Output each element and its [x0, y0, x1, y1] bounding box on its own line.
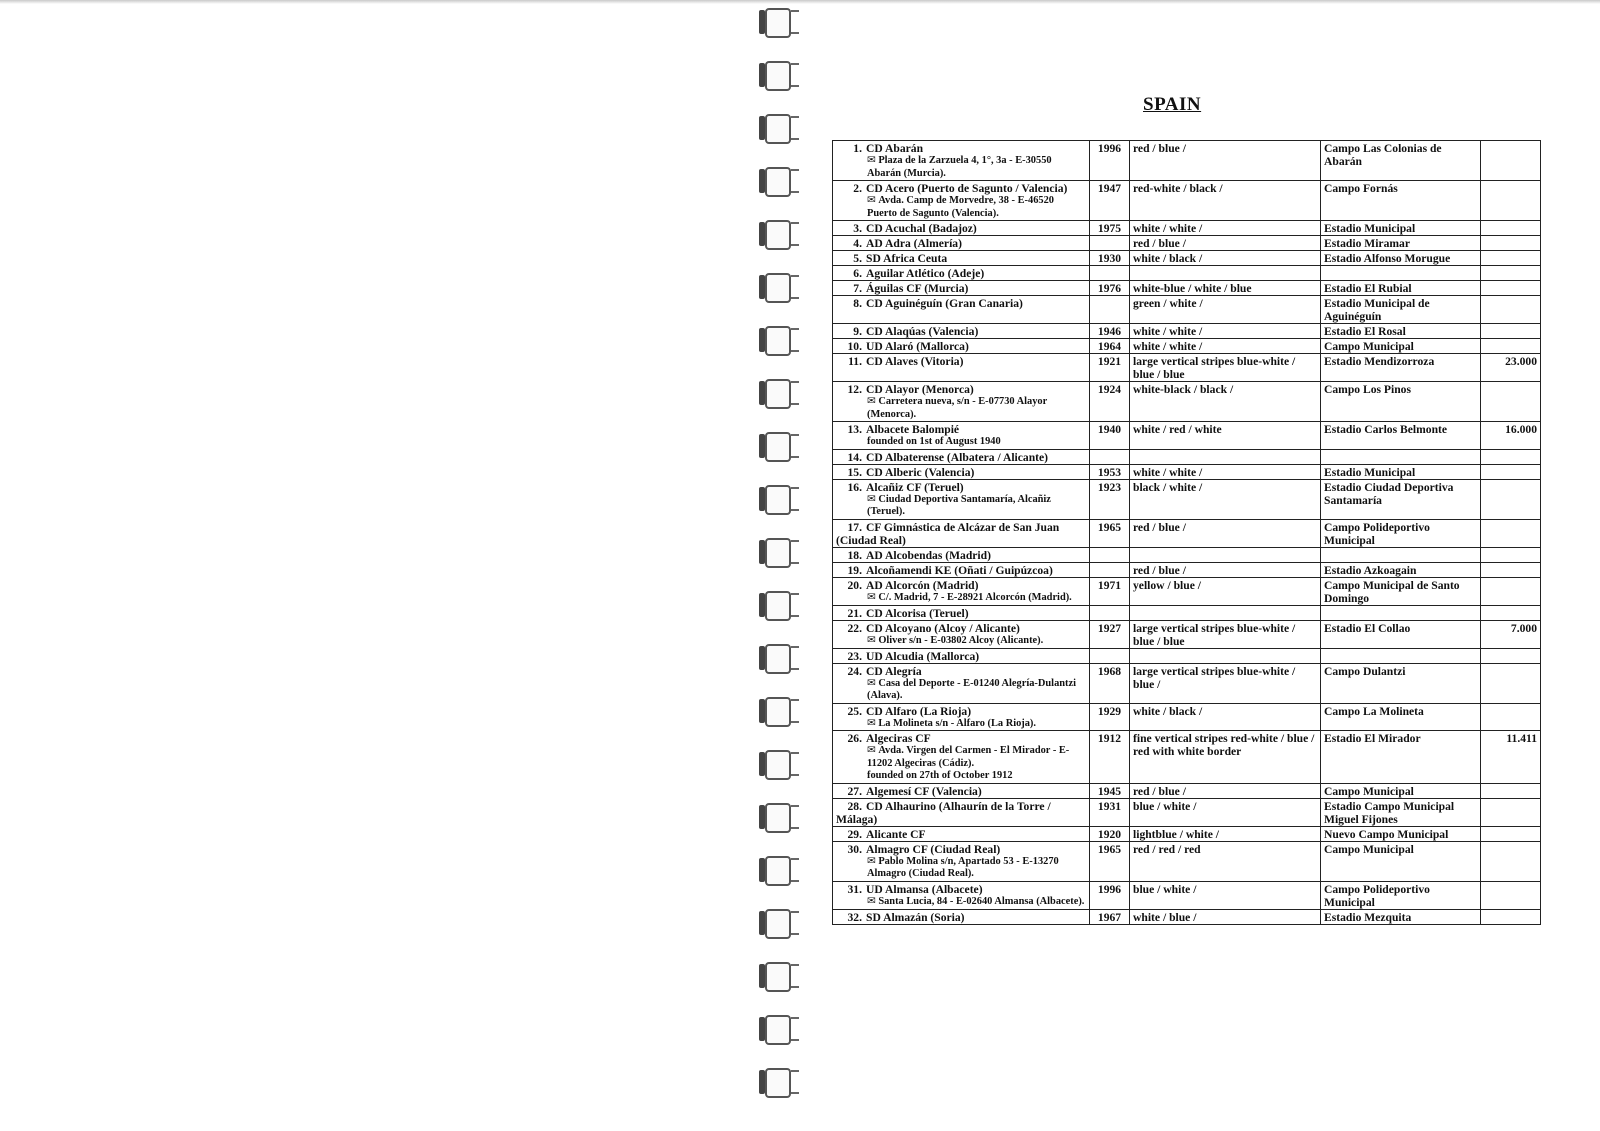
capacity-cell: 23.000 — [1481, 354, 1541, 382]
table-row — [833, 251, 1541, 266]
club-name-cell — [833, 221, 1090, 236]
club-name: SD Africa Ceuta — [866, 252, 948, 265]
ground-cell: Campo Polideportivo Municipal — [1321, 519, 1481, 547]
page-title: SPAIN — [1143, 94, 1202, 115]
table-row — [833, 181, 1541, 221]
table-row — [833, 296, 1541, 324]
club-address: ✉ Plaza de la Zarzuela 4, 1°, 3a - E-30550 Abarán (Murcia). — [836, 155, 1086, 180]
capacity-cell — [1481, 826, 1541, 841]
capacity-cell — [1481, 519, 1541, 547]
club-number: 17. — [847, 520, 862, 534]
capacity-cell — [1481, 881, 1541, 909]
table-row — [833, 703, 1541, 731]
colours-cell — [1130, 648, 1321, 663]
club-number: 3. — [853, 222, 862, 235]
capacity-cell — [1481, 464, 1541, 479]
table-row — [833, 620, 1541, 648]
ground-cell: Campo Municipal — [1321, 783, 1481, 798]
founded-year-cell: 1946 — [1090, 324, 1130, 339]
founded-year-cell: 1924 — [1090, 382, 1130, 422]
club-name: CD Alegría — [866, 664, 922, 678]
ground-cell: Estadio El Collao — [1321, 620, 1481, 648]
capacity-cell — [1481, 296, 1541, 324]
founded-year-cell: 1976 — [1090, 281, 1130, 296]
club-number: 2. — [853, 182, 862, 195]
ground-cell — [1321, 266, 1481, 281]
colours-cell: blue / white / — [1130, 798, 1321, 826]
club-name-cell — [833, 449, 1090, 464]
capacity-cell — [1481, 798, 1541, 826]
founded-year-cell: 1921 — [1090, 354, 1130, 382]
colours-cell: yellow / blue / — [1130, 577, 1321, 605]
capacity-cell: 16.000 — [1481, 422, 1541, 450]
colours-cell: white / white / — [1130, 464, 1321, 479]
club-number: 20. — [847, 578, 862, 592]
binding-coil — [757, 642, 801, 676]
club-name: CF Gimnástica de Alcázar de San Juan (Ciudad Real) — [836, 520, 1060, 547]
club-name-cell — [833, 236, 1090, 251]
binding-coil — [757, 112, 801, 146]
table-row — [833, 798, 1541, 826]
club-number: 4. — [853, 237, 862, 250]
table-row — [833, 382, 1541, 422]
capacity-cell — [1481, 181, 1541, 221]
club-name: Alcañiz CF (Teruel) — [866, 480, 964, 494]
founded-year-cell: 1971 — [1090, 577, 1130, 605]
club-note: founded on 1st of August 1940 — [867, 436, 1001, 447]
club-number: 1. — [853, 142, 862, 155]
club-number: 22. — [847, 621, 862, 635]
founded-year-cell — [1090, 449, 1130, 464]
club-name-cell — [833, 181, 1090, 221]
binding-coil — [757, 695, 801, 729]
table-row — [833, 354, 1541, 382]
club-number: 25. — [847, 704, 862, 718]
club-name: UD Alcudia (Mallorca) — [866, 649, 980, 663]
founded-year-cell — [1090, 296, 1130, 324]
colours-cell: white / black / — [1130, 251, 1321, 266]
ground-cell: Estadio Ciudad Deportiva Santamaría — [1321, 479, 1481, 519]
club-name-cell — [833, 881, 1090, 909]
binding-coil — [757, 218, 801, 252]
club-name: CD Alhaurino (Alhaurín de la Torre / Málaga) — [836, 799, 1051, 826]
club-name-cell — [833, 354, 1090, 382]
club-name: Algemesí CF (Valencia) — [866, 784, 982, 798]
colours-cell — [1130, 266, 1321, 281]
colours-cell: lightblue / white / — [1130, 826, 1321, 841]
club-number: 9. — [853, 325, 862, 338]
founded-year-cell — [1090, 605, 1130, 620]
club-name-cell — [833, 547, 1090, 562]
club-name: SD Almazán (Soria) — [866, 910, 965, 924]
club-name-cell — [833, 464, 1090, 479]
ground-cell: Estadio El Rubial — [1321, 281, 1481, 296]
founded-year-cell — [1090, 547, 1130, 562]
club-name: AD Alcorcón (Madrid) — [866, 578, 979, 592]
colours-cell: red / blue / — [1130, 141, 1321, 181]
founded-year-cell: 1929 — [1090, 703, 1130, 731]
club-name-cell — [833, 663, 1090, 703]
capacity-cell — [1481, 605, 1541, 620]
club-name-cell — [833, 266, 1090, 281]
capacity-cell — [1481, 382, 1541, 422]
club-name: CD Acero (Puerto de Sagunto / Valencia) — [866, 182, 1068, 195]
table-row — [833, 881, 1541, 909]
ground-cell: Estadio Mezquita — [1321, 909, 1481, 924]
club-number: 13. — [847, 423, 862, 436]
club-address: ✉ Avda. Virgen del Carmen - El Mirador - E-11202 Algeciras (Cádiz). — [836, 745, 1086, 770]
colours-cell — [1130, 547, 1321, 562]
ground-cell — [1321, 449, 1481, 464]
ground-cell: Estadio Campo Municipal Miguel Fijones — [1321, 798, 1481, 826]
club-address: ✉ Casa del Deporte - E-01240 Alegría-Dulantzi (Alava). — [836, 678, 1086, 703]
binding-coil — [757, 59, 801, 93]
colours-cell: large vertical stripes blue-white / blue / blue — [1130, 620, 1321, 648]
club-number: 23. — [847, 649, 862, 663]
table-row — [833, 783, 1541, 798]
club-name-cell — [833, 141, 1090, 181]
colours-cell: red / blue / — [1130, 519, 1321, 547]
club-name: Águilas CF (Murcia) — [866, 282, 969, 295]
capacity-cell — [1481, 479, 1541, 519]
colours-cell: white / black / — [1130, 703, 1321, 731]
ground-cell: Estadio Municipal de Aguinéguín — [1321, 296, 1481, 324]
club-number: 27. — [847, 784, 862, 798]
club-number: 28. — [847, 799, 862, 813]
binding-coil — [757, 430, 801, 464]
founded-year-cell: 1975 — [1090, 221, 1130, 236]
club-number: 11. — [848, 355, 862, 368]
club-number: 31. — [847, 882, 862, 896]
club-name: Almagro CF (Ciudad Real) — [866, 842, 1001, 856]
club-name: Aguilar Atlético (Adeje) — [866, 267, 985, 280]
club-number: 12. — [847, 383, 862, 396]
capacity-cell — [1481, 577, 1541, 605]
binding-coil — [757, 589, 801, 623]
table-row — [833, 339, 1541, 354]
founded-year-cell: 1968 — [1090, 663, 1130, 703]
table-row — [833, 547, 1541, 562]
club-name-cell — [833, 798, 1090, 826]
colours-cell: red / blue / — [1130, 562, 1321, 577]
table-row — [833, 236, 1541, 251]
club-name-cell — [833, 605, 1090, 620]
club-number: 19. — [847, 563, 862, 577]
founded-year-cell: 1965 — [1090, 519, 1130, 547]
ground-cell: Estadio El Rosal — [1321, 324, 1481, 339]
club-number: 7. — [853, 282, 862, 295]
binding-coil — [757, 536, 801, 570]
colours-cell: white / blue / — [1130, 909, 1321, 924]
club-name: Albacete Balompié — [866, 423, 960, 436]
club-number: 16. — [847, 480, 862, 494]
founded-year-cell: 1996 — [1090, 881, 1130, 909]
founded-year-cell: 1964 — [1090, 339, 1130, 354]
ground-cell — [1321, 648, 1481, 663]
colours-cell: white / red / white — [1130, 422, 1321, 450]
club-number: 14. — [847, 450, 862, 464]
table-row — [833, 266, 1541, 281]
ground-cell: Estadio Carlos Belmonte — [1321, 422, 1481, 450]
colours-cell: white / white / — [1130, 324, 1321, 339]
founded-year-cell: 1923 — [1090, 479, 1130, 519]
club-name-cell — [833, 648, 1090, 663]
table-row — [833, 464, 1541, 479]
colours-cell: green / white / — [1130, 296, 1321, 324]
club-address: ✉ Pablo Molina s/n, Apartado 53 - E-13270 Almagro (Ciudad Real). — [836, 856, 1086, 881]
club-name-cell — [833, 577, 1090, 605]
club-name-cell — [833, 251, 1090, 266]
capacity-cell — [1481, 221, 1541, 236]
club-number: 8. — [853, 297, 862, 310]
binding-coil — [757, 6, 801, 40]
table-row — [833, 577, 1541, 605]
club-name-cell — [833, 841, 1090, 881]
colours-cell: red / red / red — [1130, 841, 1321, 881]
colours-cell: white-black / black / — [1130, 382, 1321, 422]
club-number: 32. — [847, 910, 862, 924]
table-row — [833, 141, 1541, 181]
binding-coil — [757, 1013, 801, 1047]
colours-cell: blue / white / — [1130, 881, 1321, 909]
table-row — [833, 648, 1541, 663]
colours-cell — [1130, 449, 1321, 464]
club-name: CD Alayor (Menorca) — [866, 383, 974, 396]
colours-cell: red-white / black / — [1130, 181, 1321, 221]
club-name-cell — [833, 620, 1090, 648]
club-name: UD Alaró (Mallorca) — [866, 340, 969, 353]
club-address: ✉ Carretera nueva, s/n - E-07730 Alayor (Menorca). — [836, 396, 1086, 421]
club-number: 6. — [853, 267, 862, 280]
capacity-cell — [1481, 449, 1541, 464]
capacity-cell: 11.411 — [1481, 731, 1541, 784]
table-row — [833, 449, 1541, 464]
founded-year-cell: 1930 — [1090, 251, 1130, 266]
club-name: CD Abarán — [866, 142, 924, 155]
ground-cell: Campo Polideportivo Municipal — [1321, 881, 1481, 909]
capacity-cell — [1481, 324, 1541, 339]
club-address: ✉ La Molineta s/n - Alfaro (La Rioja). — [836, 718, 1086, 731]
club-note: founded on 27th of October 1912 — [867, 770, 1013, 781]
club-name-cell — [833, 479, 1090, 519]
binding-coil — [757, 801, 801, 835]
capacity-cell — [1481, 909, 1541, 924]
founded-year-cell: 1947 — [1090, 181, 1130, 221]
club-address: ✉ Avda. Camp de Morvedre, 38 - E-46520 Puerto de Sagunto (Valencia). — [836, 195, 1086, 220]
club-address: ✉ Oliver s/n - E-03802 Alcoy (Alicante). — [836, 635, 1086, 648]
ground-cell: Estadio Municipal — [1321, 464, 1481, 479]
club-name: CD Alcorisa (Teruel) — [866, 606, 969, 620]
club-number: 21. — [847, 606, 862, 620]
club-name-cell — [833, 562, 1090, 577]
founded-year-cell: 1920 — [1090, 826, 1130, 841]
table-row — [833, 826, 1541, 841]
club-name-cell — [833, 519, 1090, 547]
binding-coil — [757, 324, 801, 358]
capacity-cell: 7.000 — [1481, 620, 1541, 648]
capacity-cell — [1481, 141, 1541, 181]
club-name-cell — [833, 731, 1090, 784]
binding-coil — [757, 907, 801, 941]
club-address: ✉ C/. Madrid, 7 - E-28921 Alcorcón (Madrid). — [836, 592, 1086, 605]
capacity-cell — [1481, 547, 1541, 562]
table-row — [833, 221, 1541, 236]
ground-cell: Nuevo Campo Municipal — [1321, 826, 1481, 841]
colours-cell: fine vertical stripes red-white / blue / red with white border — [1130, 731, 1321, 784]
ground-cell: Estadio Municipal — [1321, 221, 1481, 236]
club-name: CD Acuchal (Badajoz) — [866, 222, 977, 235]
ground-cell: Estadio Azkoagain — [1321, 562, 1481, 577]
club-name: CD Alaqúas (Valencia) — [866, 325, 979, 338]
ground-cell: Campo Dulantzi — [1321, 663, 1481, 703]
binding-coil — [757, 748, 801, 782]
clubs-table — [832, 140, 1541, 925]
colours-cell — [1130, 605, 1321, 620]
club-name: Alicante CF — [866, 827, 926, 841]
table-row — [833, 562, 1541, 577]
club-number: 29. — [847, 827, 862, 841]
colours-cell: white / white / — [1130, 339, 1321, 354]
ground-cell: Estadio Miramar — [1321, 236, 1481, 251]
ground-cell: Campo Municipal — [1321, 841, 1481, 881]
binding-coil — [757, 960, 801, 994]
table-row — [833, 324, 1541, 339]
binding-coil — [757, 271, 801, 305]
colours-cell: red / blue / — [1130, 783, 1321, 798]
capacity-cell — [1481, 783, 1541, 798]
capacity-cell — [1481, 266, 1541, 281]
founded-year-cell — [1090, 648, 1130, 663]
colours-cell: red / blue / — [1130, 236, 1321, 251]
ground-cell: Estadio Mendizorroza — [1321, 354, 1481, 382]
capacity-cell — [1481, 562, 1541, 577]
club-address: ✉ Ciudad Deportiva Santamaría, Alcañiz (Teruel). — [836, 494, 1086, 519]
club-name-cell — [833, 422, 1090, 450]
founded-year-cell — [1090, 236, 1130, 251]
founded-year-cell: 1940 — [1090, 422, 1130, 450]
ground-cell — [1321, 547, 1481, 562]
club-name: CD Albaterense (Albatera / Alicante) — [866, 450, 1049, 464]
table-row — [833, 479, 1541, 519]
capacity-cell — [1481, 703, 1541, 731]
club-name-cell — [833, 826, 1090, 841]
table-row — [833, 731, 1541, 784]
capacity-cell — [1481, 648, 1541, 663]
ground-cell: Estadio El Mirador — [1321, 731, 1481, 784]
colours-cell: white / white / — [1130, 221, 1321, 236]
binding-coil — [757, 165, 801, 199]
founded-year-cell: 1927 — [1090, 620, 1130, 648]
founded-year-cell: 1931 — [1090, 798, 1130, 826]
club-name: CD Alcoyano (Alcoy / Alicante) — [866, 621, 1020, 635]
ground-cell: Campo Las Colonias de Abarán — [1321, 141, 1481, 181]
ground-cell: Campo La Molineta — [1321, 703, 1481, 731]
binding-coil — [757, 483, 801, 517]
club-name-cell — [833, 783, 1090, 798]
founded-year-cell: 1912 — [1090, 731, 1130, 784]
club-number: 26. — [847, 732, 862, 745]
spiral-binding — [755, 0, 805, 1131]
table-row — [833, 519, 1541, 547]
binding-coil — [757, 1066, 801, 1100]
colours-cell: black / white / — [1130, 479, 1321, 519]
club-name-cell — [833, 339, 1090, 354]
club-name: CD Aguinéguín (Gran Canaria) — [866, 297, 1023, 310]
binding-coil — [757, 854, 801, 888]
table-row — [833, 422, 1541, 450]
founded-year-cell: 1996 — [1090, 141, 1130, 181]
club-number: 24. — [847, 664, 862, 678]
capacity-cell — [1481, 236, 1541, 251]
colours-cell: large vertical stripes blue-white / blue / blue — [1130, 354, 1321, 382]
club-number: 30. — [847, 842, 862, 856]
founded-year-cell — [1090, 562, 1130, 577]
club-number: 10. — [847, 340, 862, 353]
founded-year-cell: 1953 — [1090, 464, 1130, 479]
capacity-cell — [1481, 339, 1541, 354]
capacity-cell — [1481, 841, 1541, 881]
ground-cell: Campo Municipal — [1321, 339, 1481, 354]
club-number: 5. — [853, 252, 862, 265]
founded-year-cell: 1967 — [1090, 909, 1130, 924]
capacity-cell — [1481, 663, 1541, 703]
club-name-cell — [833, 909, 1090, 924]
ground-cell — [1321, 605, 1481, 620]
club-name: AD Alcobendas (Madrid) — [866, 548, 991, 562]
ground-cell: Estadio Alfonso Morugue — [1321, 251, 1481, 266]
founded-year-cell: 1965 — [1090, 841, 1130, 881]
ground-cell: Campo Los Pinos — [1321, 382, 1481, 422]
club-name: AD Adra (Almería) — [866, 237, 962, 250]
club-name-cell — [833, 382, 1090, 422]
club-address: ✉ Santa Lucia, 84 - E-02640 Almansa (Albacete). — [836, 896, 1086, 909]
table-row — [833, 841, 1541, 881]
capacity-cell — [1481, 281, 1541, 296]
club-name: UD Almansa (Albacete) — [866, 882, 983, 896]
founded-year-cell — [1090, 266, 1130, 281]
club-name-cell — [833, 703, 1090, 731]
table-row — [833, 281, 1541, 296]
colours-cell: large vertical stripes blue-white / blue / — [1130, 663, 1321, 703]
left-blank-page — [0, 4, 765, 1131]
founded-year-cell: 1945 — [1090, 783, 1130, 798]
club-name-cell — [833, 324, 1090, 339]
table-row — [833, 663, 1541, 703]
club-name: CD Alberic (Valencia) — [866, 465, 975, 479]
club-name: CD Alfaro (La Rioja) — [866, 704, 972, 718]
ground-cell: Campo Municipal de Santo Domingo — [1321, 577, 1481, 605]
club-number: 18. — [847, 548, 862, 562]
table-row — [833, 605, 1541, 620]
colours-cell: white-blue / white / blue — [1130, 281, 1321, 296]
club-name: CD Alaves (Vitoria) — [866, 355, 964, 368]
club-name: Alcoñamendi KE (Oñati / Guipúzcoa) — [866, 563, 1053, 577]
ground-cell: Campo Fornás — [1321, 181, 1481, 221]
binding-coil — [757, 377, 801, 411]
club-name: Algeciras CF — [866, 732, 931, 745]
club-number: 15. — [847, 465, 862, 479]
club-name-cell — [833, 296, 1090, 324]
capacity-cell — [1481, 251, 1541, 266]
table-row — [833, 909, 1541, 924]
club-name-cell — [833, 281, 1090, 296]
